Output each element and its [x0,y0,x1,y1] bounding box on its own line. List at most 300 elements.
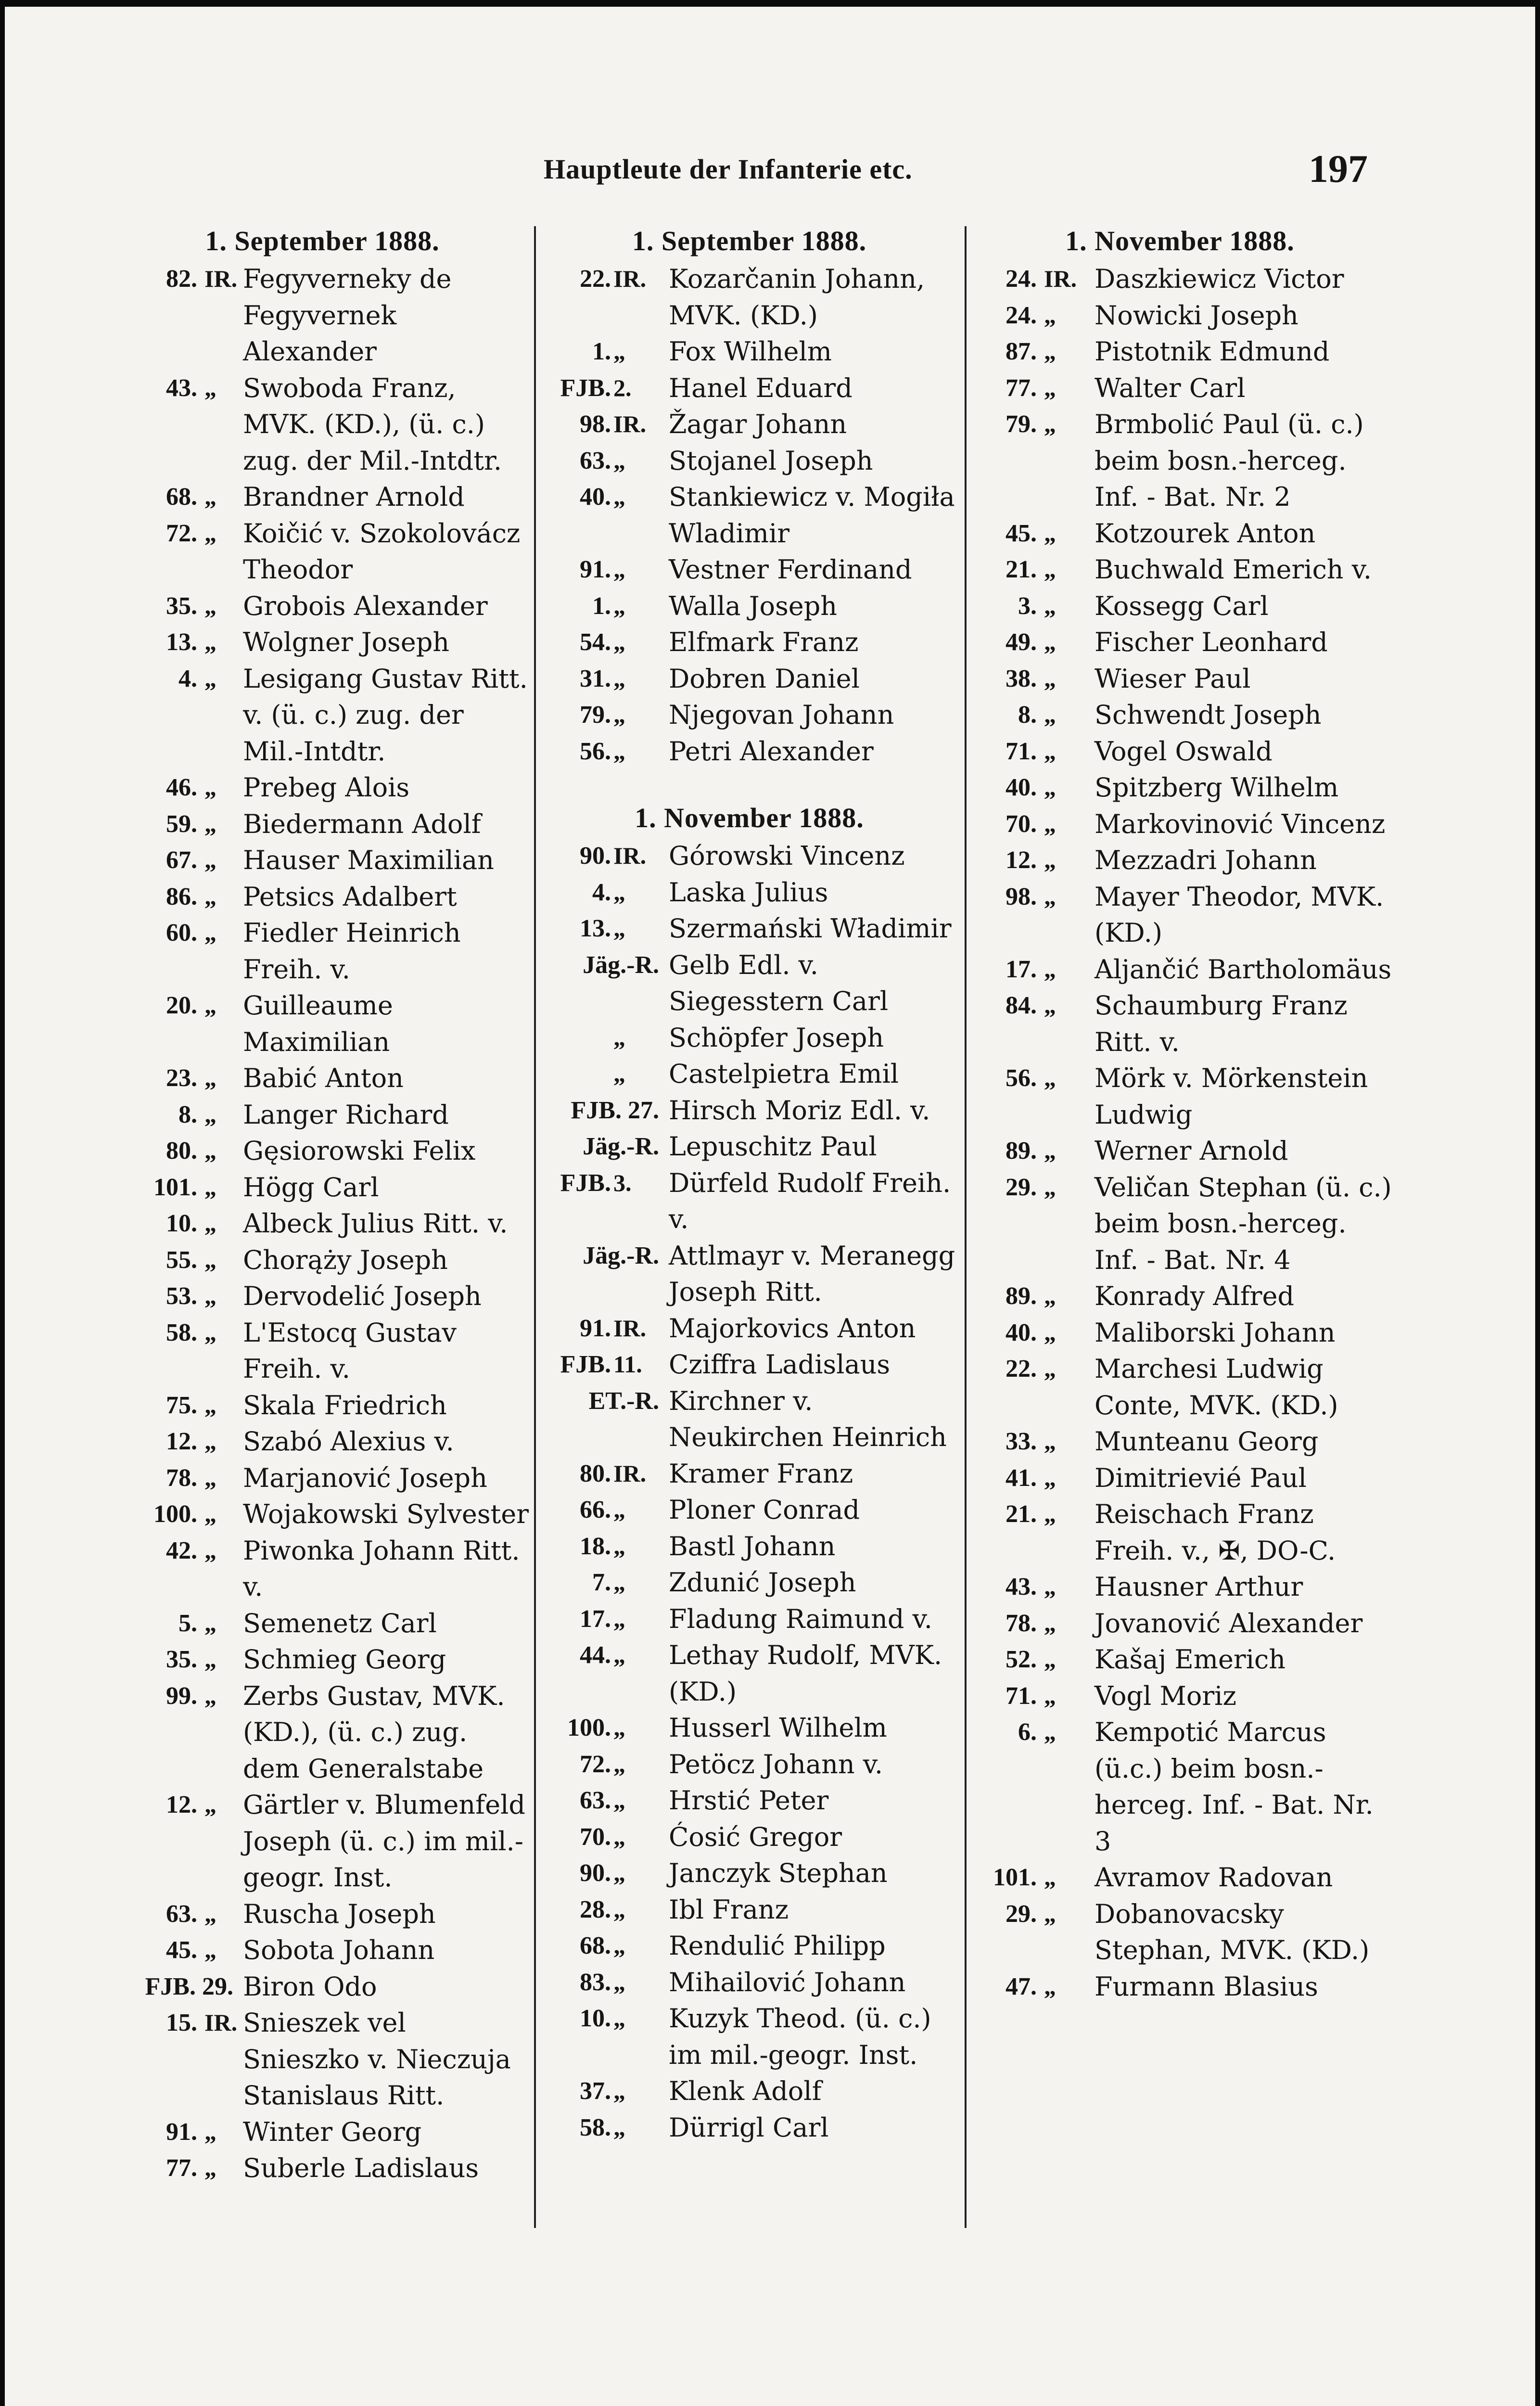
list-item [115,1205,529,1242]
entry-regiment: „ [204,1173,216,1201]
list-item [967,1460,1393,1497]
entry-number: 63. [166,1900,197,1928]
entry-name: Dobanovacsky Stephan, MVK. (KD.) [1095,1898,1370,1965]
entry-number: 5. [178,1609,197,1637]
section-heading: 1. November 1888. [1065,225,1295,256]
list-item [115,1133,529,1169]
entry-number: FJB. [560,374,611,402]
entry-number: 80. [580,1459,611,1487]
entry-regiment: „ [204,774,216,801]
entry-number: FJB. [560,1169,611,1197]
list-item [115,987,529,1060]
entry-regiment: „ [613,2005,625,2032]
list-item [541,1637,957,1710]
entry-regiment: „ [1044,810,1056,837]
list-item [115,661,529,770]
entry-regiment: „ [613,1532,625,1560]
entry-regiment: „ [613,1968,625,1996]
entry-number: 54. [580,628,611,656]
entry-name: Pistotnik Edmund [1095,336,1330,367]
entry-number: 79. [580,701,611,729]
entry-regiment: „ [613,665,625,692]
entry-number: FJB. 29. [145,1972,233,2000]
list-item [115,261,529,370]
entry-regiment: „ [204,1210,216,1237]
list-item [541,1782,957,1819]
entry-number: 84. [1005,992,1037,1019]
entry-regiment: „ [1044,1646,1056,1673]
entry-name: Mihailović Johann [669,1967,906,1997]
list-item [541,1601,957,1638]
entry-regiment: „ [1044,1718,1056,1745]
entry-name: Vestner Ferdinand [669,554,912,585]
list-item [541,1564,957,1601]
entry-regiment: „ [1044,1464,1056,1491]
entry-name: Fox Wilhelm [669,336,832,367]
entry-number: 66. [580,1496,611,1523]
entry-number: 71. [1005,737,1037,765]
entry-name: Fischer Leonhard [1095,627,1328,657]
entry-number: 37. [580,2077,611,2105]
entry-number: 33. [1005,1428,1037,1455]
entry-number: 6. [1018,1718,1037,1746]
entry-number: 79. [1005,410,1037,438]
list-item [967,515,1393,552]
entry-name: Chorąży Joseph [243,1244,448,1275]
entry-regiment: „ [204,1064,216,1091]
entry-regiment: „ [613,592,625,619]
entry-regiment: IR. [204,2009,238,2036]
list-item [967,951,1393,988]
entry-number: 12. [1005,846,1037,874]
entry-name: Rendulić Philipp [669,1931,886,1961]
entry-regiment: „ [204,1137,216,1164]
entry-regiment: „ [204,992,216,1019]
column-divider [965,226,967,2228]
entry-regiment: „ [204,374,216,401]
entry-name: Piwonka Johann Ritt. v. [243,1535,520,1602]
entry-number: 58. [580,2113,611,2141]
entry-regiment: „ [1044,301,1056,329]
entry-number: 83. [580,1968,611,1996]
entry-name: Veličan Stephan (ü. c.) beim bosn.-herceg. Inf. - Bat. Nr. 4 [1095,1172,1392,1275]
entry-number: 20. [166,992,197,1019]
entry-name: Petri Alexander [669,736,874,767]
list-item [967,1969,1393,2005]
entry-name: Ibl Franz [669,1894,789,1925]
scan-border-top [0,0,1540,7]
entry-name: Biron Odo [243,1971,377,2002]
entry-regiment: „ [613,701,625,728]
entry-regiment: „ [613,1569,625,1596]
list-item [541,443,957,479]
list-item [541,624,957,661]
entry-number: 100. [567,1714,611,1741]
entry-number: 82. [166,265,197,293]
entry-number: 18. [580,1532,611,1560]
entry-name: Mörk v. Mörkenstein Ludwig [1095,1063,1368,1130]
list-item [115,1278,529,1315]
list-item [115,915,529,987]
list-item [967,1859,1393,1896]
list-item [967,1896,1393,1969]
entry-regiment: „ [613,1932,625,1959]
entry-name: Laska Julius [669,877,828,908]
entry-regiment: „ [204,1646,216,1673]
entry-number: 72. [580,1750,611,1778]
entry-number: 8. [178,1101,197,1128]
entry-number: 90. [580,842,611,870]
entry-number: 21. [1005,1500,1037,1528]
entry-regiment: „ [1044,846,1056,873]
entry-regiment: „ [1044,1282,1056,1309]
entry-name: Jovanović Alexander [1095,1608,1363,1638]
entry-name: Elfmark Franz [669,627,859,657]
entry-regiment: „ [1044,1173,1056,1201]
entry-name: Gelb Edl. v. Siegesstern Carl [669,949,889,1016]
list-item [115,1896,529,1932]
entry-name: Biedermann Adolf [243,808,481,839]
entry-regiment: IR. [613,842,647,869]
entry-number: 28. [580,1895,611,1923]
entry-number: 70. [580,1823,611,1851]
entry-number: 38. [1005,665,1037,692]
entry-regiment: „ [204,483,216,510]
entry-number: 91. [580,556,611,583]
entry-regiment: IR. [613,1314,647,1342]
entry-name: Kašaj Emerich [1095,1644,1286,1675]
entry-regiment: „ [1044,1972,1056,2000]
entry-name: Schwendt Joseph [1095,700,1322,730]
entry-number: 35. [166,592,197,620]
entry-regiment: „ [613,1024,625,1051]
entry-number: 63. [580,447,611,474]
entry-number: 43. [1005,1573,1037,1600]
entry-name: L'Estocq Gustav Freih. v. [243,1317,457,1384]
entry-regiment: 3. [613,1169,632,1196]
entry-number: 46. [166,774,197,801]
entry-regiment: „ [1044,774,1056,801]
list-item [541,2000,957,2073]
entry-number: 4. [178,665,197,692]
list-item [115,1969,529,2005]
entry-regiment: „ [1044,992,1056,1019]
entry-number: 90. [580,1859,611,1887]
column-2 [541,221,957,2242]
entry-regiment: „ [204,1791,216,1818]
entry-name: Avramov Radovan [1095,1862,1333,1893]
entry-regiment: „ [1044,1500,1056,1527]
entry-name: Schöpfer Joseph [669,1022,884,1053]
entry-name: Ćosić Gregor [669,1821,842,1852]
entry-number: 22. [1005,1355,1037,1382]
entry-number: 68. [166,483,197,511]
entry-name: Skala Friedrich [243,1390,447,1421]
entry-regiment: „ [1044,665,1056,692]
entry-name: Kempotić Marcus (ü.c.) beim bosn.-herceg. Inf. - Bat. Nr. 3 [1095,1717,1374,1856]
entry-name: Dimitrievié Paul [1095,1462,1307,1493]
entry-name: Gęsiorowski Felix [243,1136,476,1166]
entry-regiment: „ [1044,1682,1056,1709]
entry-name: Hanel Eduard [669,372,853,403]
entry-number: 43. [166,374,197,402]
list-item [967,661,1393,697]
list-item [541,838,957,874]
entry-name: Maliborski Johann [1095,1317,1336,1348]
list-item [967,1315,1393,1351]
list-item [115,479,529,515]
entry-name: Snieszek vel Snieszko v. Nieczuja Stanislaus Ritt. [243,2008,511,2111]
entry-regiment: „ [1044,410,1056,437]
list-item [541,588,957,625]
list-item [967,1278,1393,1315]
list-item [541,1819,957,1856]
entry-regiment: „ [204,883,216,910]
list-item [967,1133,1393,1169]
entry-number: 101. [993,1864,1037,1891]
entry-regiment: „ [613,1496,625,1523]
entry-regiment: „ [613,1060,625,1087]
entry-regiment: „ [1044,1137,1056,1164]
list-item [967,551,1393,588]
entry-name: Janczyk Stephan [669,1858,888,1888]
list-item [967,588,1393,625]
section-heading: 1. September 1888. [632,225,867,256]
entry-number: FJB. 27. [571,1096,659,1124]
entry-regiment: „ [204,592,216,619]
entry-name: Grobois Alexander [243,590,488,621]
column-divider [534,226,536,2228]
entry-number: 47. [1005,1972,1037,2000]
list-item [541,1710,957,1746]
entry-name: Majorkovics Anton [669,1313,916,1344]
entry-name: Albeck Julius Ritt. v. [243,1208,508,1239]
entry-number: 13. [580,915,611,942]
list-item [541,370,957,407]
entry-name: Guilleaume Maximilian [243,990,393,1057]
entry-number: 40. [580,483,611,511]
entry-number: 21. [1005,556,1037,583]
list-item [541,1165,957,1238]
list-item [967,769,1393,806]
list-item [115,1496,529,1533]
list-item [541,910,957,947]
entry-name: Walla Joseph [669,590,838,621]
list-item [967,879,1393,951]
entry-regiment: IR. [613,265,647,292]
list-item [115,624,529,661]
entry-name: Kotzourek Anton [1095,518,1316,549]
list-item [115,1678,529,1787]
column-3 [967,221,1393,2242]
list-item [967,806,1393,843]
entry-regiment: „ [204,1391,216,1419]
entry-name: Spitzberg Wilhelm [1095,772,1339,803]
section-heading: 1. November 1888. [635,802,864,833]
entry-number: 80. [166,1137,197,1165]
entry-number: 8. [1018,701,1037,729]
entry-regiment: „ [613,1859,625,1886]
entry-name: Marjanović Joseph [243,1462,487,1493]
list-item [541,1746,957,1783]
list-item [967,624,1393,661]
entry-regiment: „ [204,1428,216,1455]
entry-name: Stojanel Joseph [669,445,873,476]
list-item [115,1787,529,1896]
list-item [541,551,957,588]
entry-name: Sobota Johann [243,1935,435,1965]
entry-regiment: „ [1044,1064,1056,1091]
list-item [115,1387,529,1424]
entry-number: ET.-R. [588,1387,659,1415]
section-heading: 1. September 1888. [205,225,440,256]
list-item [967,1714,1393,1859]
entry-regiment: „ [613,483,625,510]
entry-name: Dobren Daniel [669,663,860,694]
entry-regiment: „ [1044,1318,1056,1346]
list-item [115,370,529,479]
list-item [541,1964,957,2001]
entry-regiment: „ [1044,1900,1056,1927]
list-item [967,1605,1393,1642]
list-item [115,1169,529,1206]
entry-name: Castelpietra Emil [669,1059,899,1089]
list-item [115,588,529,625]
entry-regiment: „ [1044,628,1056,655]
list-item [967,370,1393,407]
entry-regiment: „ [613,878,625,906]
entry-name: Marchesi Ludwig Conte, MVK. (KD.) [1095,1354,1338,1421]
entry-number: 12. [166,1791,197,1818]
entry-regiment: „ [204,665,216,692]
entry-number: Jäg.-R. [583,951,659,979]
entry-number: 70. [1005,810,1037,838]
entry-number: 13. [166,628,197,656]
entry-regiment: „ [1044,1428,1056,1455]
entry-number: 3. [1018,592,1037,620]
list-item [541,1528,957,1565]
entry-number: 42. [166,1536,197,1564]
list-item [541,406,957,443]
running-header: Hauptleute der Infanterie etc. [544,154,913,185]
entry-regiment: „ [204,2154,216,2181]
entry-name: Konrady Alfred [1095,1281,1295,1311]
entry-name: Hauser Maximilian [243,845,494,875]
entry-regiment: „ [204,1246,216,1273]
list-item [115,1605,529,1642]
entry-number: 40. [1005,774,1037,801]
list-item [541,1492,957,1528]
list-item [115,1315,529,1387]
list-item [967,1641,1393,1678]
entry-number: 75. [166,1391,197,1419]
entry-name: Mezzadri Johann [1095,845,1317,875]
list-item [541,1238,957,1310]
list-item [541,1383,957,1456]
list-item [115,1533,529,1605]
entry-number: 100. [153,1500,197,1528]
entry-number: 77. [1005,374,1037,402]
entry-name: Daszkiewicz Victor [1095,264,1344,294]
entry-name: Schmieg Georg [243,1644,446,1675]
entry-regiment: IR. [613,410,647,437]
list-item [115,806,529,843]
list-item [115,515,529,588]
entry-regiment: „ [1044,955,1056,983]
entry-name: Dürrigl Carl [669,2112,829,2143]
entry-regiment: „ [613,2077,625,2104]
entry-name: Vogel Oswald [1095,736,1273,767]
entry-number: 71. [1005,1682,1037,1710]
entry-name: Munteanu Georg [1095,1426,1319,1457]
entry-name: Petsics Adalbert [243,881,457,912]
entry-regiment: „ [613,1895,625,1923]
list-item [541,479,957,551]
page-number: 197 [1309,147,1368,191]
entry-number: FJB. [560,1351,611,1378]
list-item [541,1056,957,1092]
entry-number: 41. [1005,1464,1037,1492]
entry-name: Ploner Conrad [669,1495,860,1525]
list-item [115,1060,529,1097]
entry-regiment: „ [204,1500,216,1527]
list-item [967,1569,1393,1605]
entry-name: Winter Georg [243,2116,422,2147]
entry-name: Swoboda Franz, MVK. (KD.), (ü. c.) zug. der Mil.-Intdtr. [243,372,502,476]
list-item [115,769,529,806]
entry-regiment: „ [204,1900,216,1927]
entry-name: Lepuschitz Paul [669,1131,877,1162]
list-item [967,1351,1393,1423]
entry-name: Nowicki Joseph [1095,300,1298,331]
entry-name: Stankiewicz v. Mogiła Wladimir [669,482,955,549]
list-item [967,733,1393,770]
entry-regiment: „ [613,1641,625,1668]
scan-border-left [0,0,5,2406]
entry-number: 72. [166,519,197,547]
entry-name: Vogl Moriz [1095,1680,1236,1711]
entry-name: Cziffra Ladislaus [669,1349,891,1380]
entry-number: 59. [166,810,197,838]
entry-regiment: IR. [204,265,238,292]
entry-name: Hausner Arthur [1095,1572,1303,1602]
entry-regiment: „ [204,810,216,837]
entry-regiment: „ [204,1318,216,1346]
entry-regiment: „ [204,919,216,946]
entry-number: 56. [1005,1064,1037,1092]
entry-name: Kuzyk Theod. (ü. c.) im mil.-geogr. Inst. [669,2003,931,2070]
entry-name: Klenk Adolf [669,2076,822,2106]
entry-number: 24. [1005,265,1037,293]
list-item [967,987,1393,1060]
list-item [541,2110,957,2146]
entry-number: 35. [166,1646,197,1673]
list-item [541,261,957,333]
entry-regiment: „ [1044,737,1056,765]
list-item [115,879,529,915]
entry-regiment: „ [1044,592,1056,619]
entry-number: 68. [580,1932,611,1959]
list-item [115,1242,529,1279]
entry-number: 87. [1005,338,1037,365]
entry-number: 52. [1005,1646,1037,1673]
entry-name: Kossegg Carl [1095,590,1269,621]
entry-name: Mayer Theodor, MVK. (KD.) [1095,881,1384,948]
entry-name: Walter Carl [1095,372,1246,403]
entry-number: 45. [166,1936,197,1964]
entry-name: Zdunić Joseph [669,1567,856,1598]
entry-name: Górowski Vincenz [669,841,905,871]
